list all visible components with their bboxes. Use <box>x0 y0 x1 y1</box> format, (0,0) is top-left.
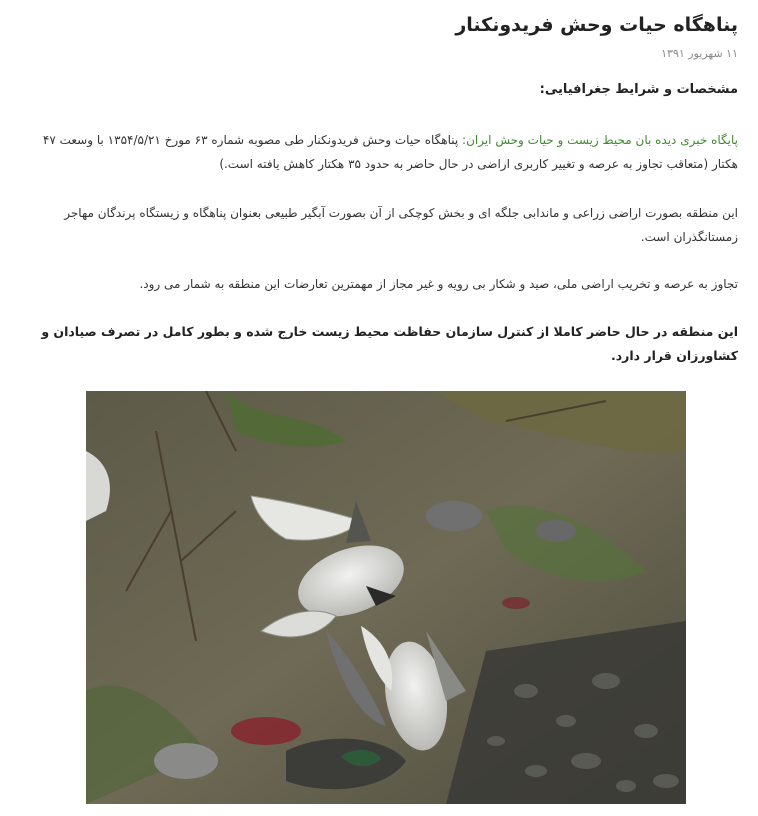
paragraph-threats: تجاوز به عرصه و تخریب اراضی ملی، صید و شکار بی رویه و غیر مجاز از مهمترین تعارضات این منطقه به شمار می رود. <box>139 277 738 291</box>
dead-birds-photo <box>86 391 686 804</box>
stone <box>536 520 576 542</box>
article-title: پناهگاه حیات وحش فریدونکنار <box>455 14 738 36</box>
source-link[interactable]: پایگاه خبری دیده بان محیط زیست و حیات وحش ایران: <box>462 133 738 147</box>
section-heading: مشخصات و شرایط جغرافیایی: <box>539 82 738 97</box>
blood-stain <box>502 597 530 609</box>
blood-stain <box>231 717 301 745</box>
stone <box>426 501 482 531</box>
paragraph-area-text: پناهگاه حیات وحش فریدونکنار طی مصوبه شماره ۶۳ مورخ ۱۳۵۴/۵/۲۱ با وسعت ۴۷ هکتار (متعاقب تجاوز به عرصه و تغییر کاربری اراضی در حال حاضر به حدود ۳۵ هکتار کاهش یافته است.) <box>42 133 738 171</box>
paragraph-habitat: این منطقه بصورت اراضی زراعی و ماندابی جلگه ای و بخش کوچکی از آن بصورت آبگیر طبیعی بعنوان پناهگاه و زیستگاه پرندگان مهاجر زمستانگذران است. <box>64 206 738 244</box>
stone <box>154 743 218 779</box>
dead-birds-illustration <box>86 391 686 804</box>
paragraph-control-status: این منطقه در حال حاضر کاملا از کنترل سازمان حفاظت محیط زیست خارج شده و بطور کامل در تصرف صیادان و کشاورزان قرار دارد. <box>41 324 738 363</box>
article-date: ۱۱ شهریور ۱۳۹۱ <box>661 47 738 60</box>
paragraph-area-description <box>18 128 738 176</box>
